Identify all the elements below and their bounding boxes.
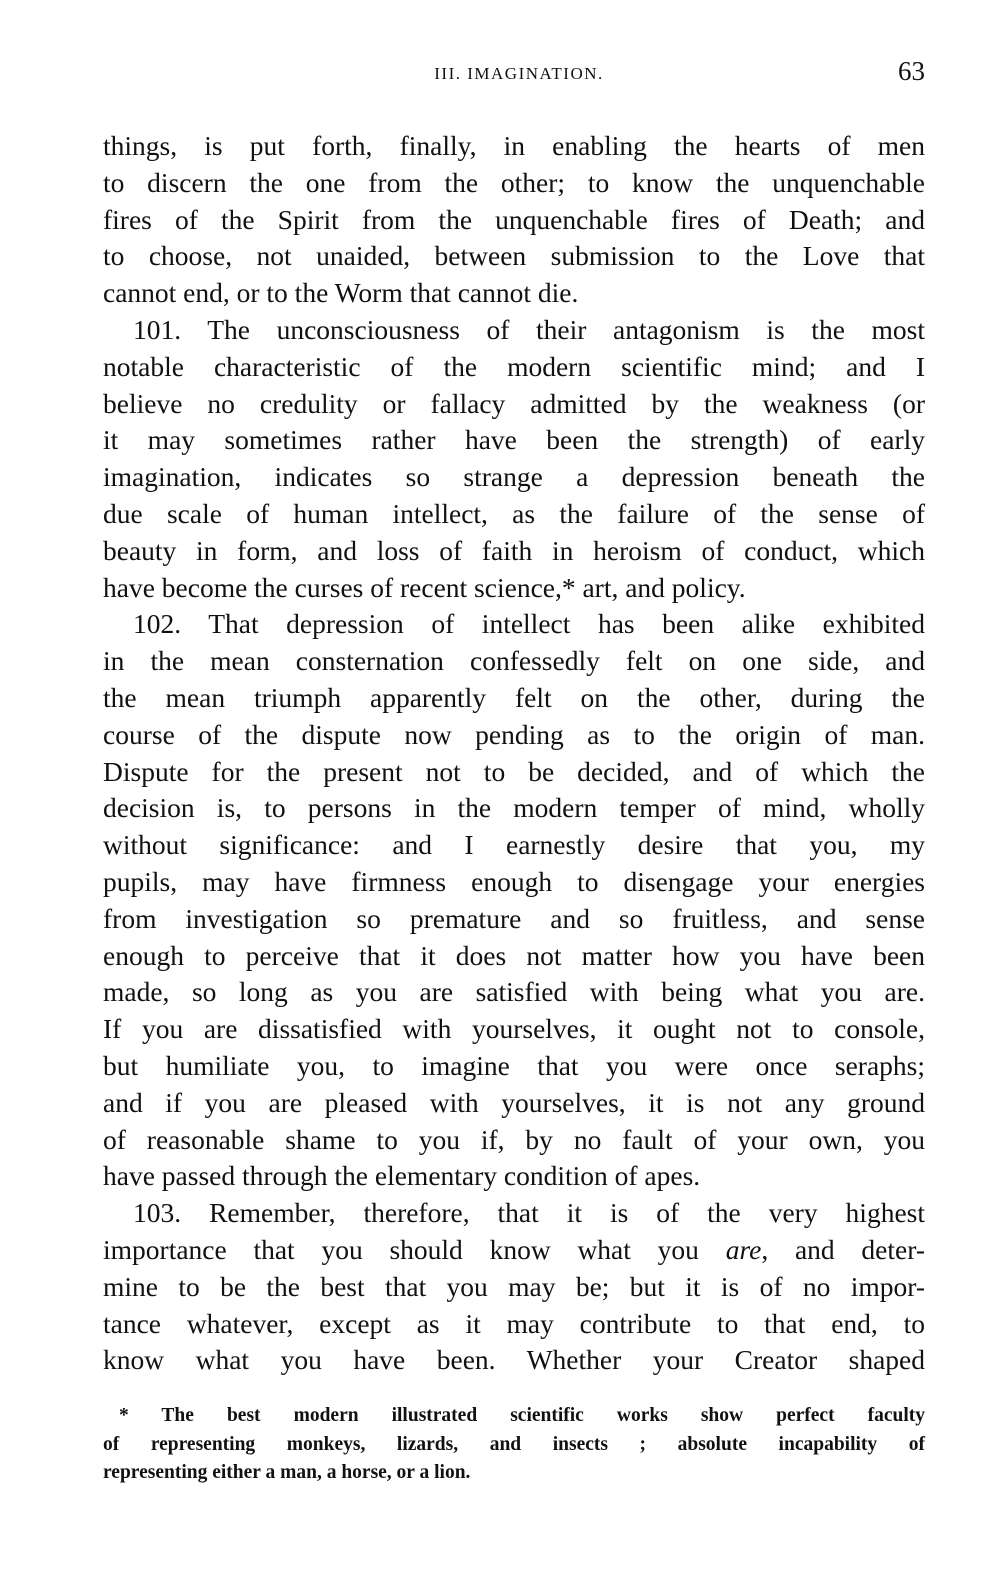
text-line: have become the curses of recent science,* art, and policy. [103,571,746,603]
text-line: enough to perceive that it does not matter how you have been [103,939,925,971]
text-line: beauty in form, and loss of faith in heroism of conduct, which [103,534,925,566]
paragraph-102-start: 102. That depression of intellect has been alike exhibited [133,608,925,640]
text-line: to discern the one from the other; to know the unquenchable [103,166,925,198]
text-line: but humiliate you, to imagine that you were once seraphs; [103,1049,925,1081]
text-line: Dispute for the present not to be decided, and of which the [103,755,925,787]
text-line: in the mean consternation confessedly felt on one side, and [103,645,925,677]
footnote-line: * The best modern illustrated scientific works show perfect faculty [119,1405,925,1426]
text-line: cannot end, or to the Worm that cannot die. [103,277,579,309]
text-line: from investigation so premature and so fruitless, and sense [103,902,925,934]
text-line: due scale of human intellect, as the failure of the sense of [103,497,925,529]
text-line: made, so long as you are satisfied with being what you are. [103,976,925,1008]
text-line: know what you have been. Whether your Creator shaped [103,1344,925,1376]
page-number: 63 [898,56,925,86]
italic-word: are [725,1233,762,1265]
text-line: and if you are pleased with yourselves, it is not any ground [103,1086,925,1118]
text-line: mine to be the best that you may be; but it is of no impor- [103,1270,925,1302]
text-segment: importance that you should know what you [103,1233,726,1265]
paragraph-103-start: 103. Remember, therefore, that it is of the very highest [133,1197,925,1229]
text-line [103,1232,925,1269]
text-line: pupils, may have firmness enough to disengage your energies [103,865,925,897]
text-line: imagination, indicates so strange a depression beneath the [103,461,925,493]
footnote [103,1402,925,1488]
text-line: of reasonable shame to you if, by no fault of your own, you [103,1123,925,1155]
text-line: it may sometimes rather have been the strength) of early [103,424,925,456]
page-header [103,56,925,90]
footnote-line: representing either a man, a horse, or a lion. [103,1462,471,1483]
footnote-line: of representing monkeys, lizards, and insects ; absolute incapability of [103,1433,925,1455]
text-line: the mean triumph apparently felt on the other, during the [103,681,925,713]
text-line: tance whatever, except as it may contribute to that end, to [103,1307,925,1339]
text-line: If you are dissatisfied with yourselves, it ought not to console, [103,1013,925,1045]
text-line: have passed through the elementary condition of apes. [103,1160,701,1192]
text-line: to choose, not unaided, between submission to the Love that [103,240,925,272]
text-line: course of the dispute now pending as to the origin of man. [103,718,925,750]
body-text [103,128,925,1379]
text-segment: , and deter- [761,1233,926,1265]
text-line-mixed [103,1232,925,1269]
text-line: decision is, to persons in the modern temper of mind, wholly [103,792,925,824]
text-line: things, is put forth, finally, in enabling the hearts of men [103,130,925,161]
text-line: notable characteristic of the modern scientific mind; and I [103,350,925,382]
running-title: III. IMAGINATION. [434,64,604,83]
text-line: fires of the Spirit from the unquenchable fires of Death; and [103,203,925,235]
text-line: believe no credulity or fallacy admitted by the weakness (or [103,387,925,419]
paragraph-101-start: 101. The unconsciousness of their antagonism is the most [133,313,925,345]
text-line: without significance: and I earnestly desire that you, my [103,829,925,861]
